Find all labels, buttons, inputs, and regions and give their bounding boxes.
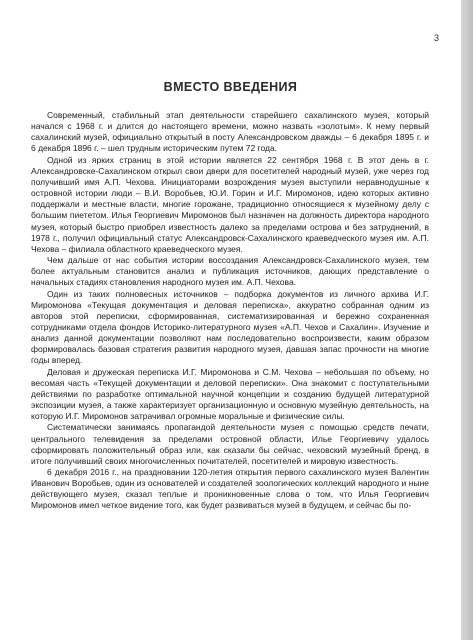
paragraph: Деловая и дружеская переписка И.Г. Миромонова и С.М. Чехова – небольшая по объему, но весомая часть «Текущей документации и деловой переписки». Она знакомит с поступательными действиями по разработке оптимальной научной концепции и созданию будущей литературной экспозиции музея, а также характеризует организационную и основную музейную деятельность, на которую И.Г. Миромонов затрачивал огромные моральные и физические силы. (31, 366, 429, 422)
paragraph: Современный, стабильный этап деятельности старейшего сахалинского музея, который начался с 1968 г. и длится до настоящего времени, можно назвать «золотым». К нему первый сахалинский музей, официально открытый в посту Александровском дважды – 6 декабря 1895 г. и 6 декабря 1896 г. – шел трудным историческим путем 72 года. (31, 110, 429, 154)
paragraph: 6 декабря 2016 г., на праздновании 120-летия открытия первого сахалинского музея Валентин Иванович Воробьев, один из основателей и создателей зоологических коллекций народного и ныне действующего музея, сказал теплые и проникновенные слова о том, что Илья Георгиевич Миромонов имел четкое видение того, как будет развиваться музей в будущем, и сейчас бы по- (31, 467, 429, 511)
page-number: 3 (433, 33, 439, 43)
section-heading: ВМЕСТО ВВЕДЕНИЯ (163, 80, 298, 94)
body-text (31, 110, 429, 512)
page-edge (461, 0, 473, 640)
paragraph: Одной из ярких страниц в этой истории является 22 сентября 1968 г. В этот день в г. Александровске-Сахалинском открыл свои двери для посетителей народный музей, уже через год получивший имя А.П. Чехова. Инициаторами возрождения музея выступили неравнодушные к островной истории люди – В.И. Воробьев, Ю.И. Горин и И.Г. Миромонов, идею которых активно поддержали и местные власти, многие горожане, традиционно относящиеся к музейному делу с большим пиететом. Илья Георгиевич Миромонов был назначен на должность директора народного музея, который быстро приобрел известность далеко за пределами острова и без затруднений, в 1978 г., получил официальный статус Александровск-Сахалинского краеведческого музея им. А.П. Чехова – филиала областного краеведческого музея. (31, 154, 429, 254)
paragraph: Систематически занимаясь пропагандой деятельности музея с помощью средств печати, центрального телевидения за пределами островной области, Илье Георгиевичу удалось сформировать положительный образ или, как сказали бы сейчас, чеховский музейный бренд, в итоге получивший своих многочисленных почитателей, посетителей и мировую известность. (31, 422, 429, 466)
paragraph: Чем дальше от нас события истории воссоздания Александровск-Сахалинского музея, тем более актуальным становится анализ и публикация источников, дающих представление о начальных стадиях становления народного музея им. А.П. Чехова. (31, 255, 429, 288)
paragraph: Один из таких полновесных источников – подборка документов из личного архива И.Г. Миромонова «Текущая документация и деловая переписка», аккуратно собранная одним из авторов этой переписки, сформированная, систематизированная и бережно сохраненная сотрудниками отдела фондов Историко-литературного музея «А.П. Чехов и Сахалин». Изучение и анализ данной документации позволяют нам последовательно воспроизвести, каким образом формировалась базовая стратегия развития народного музея, давшая запас прочности на многие годы вперед. (31, 288, 429, 366)
